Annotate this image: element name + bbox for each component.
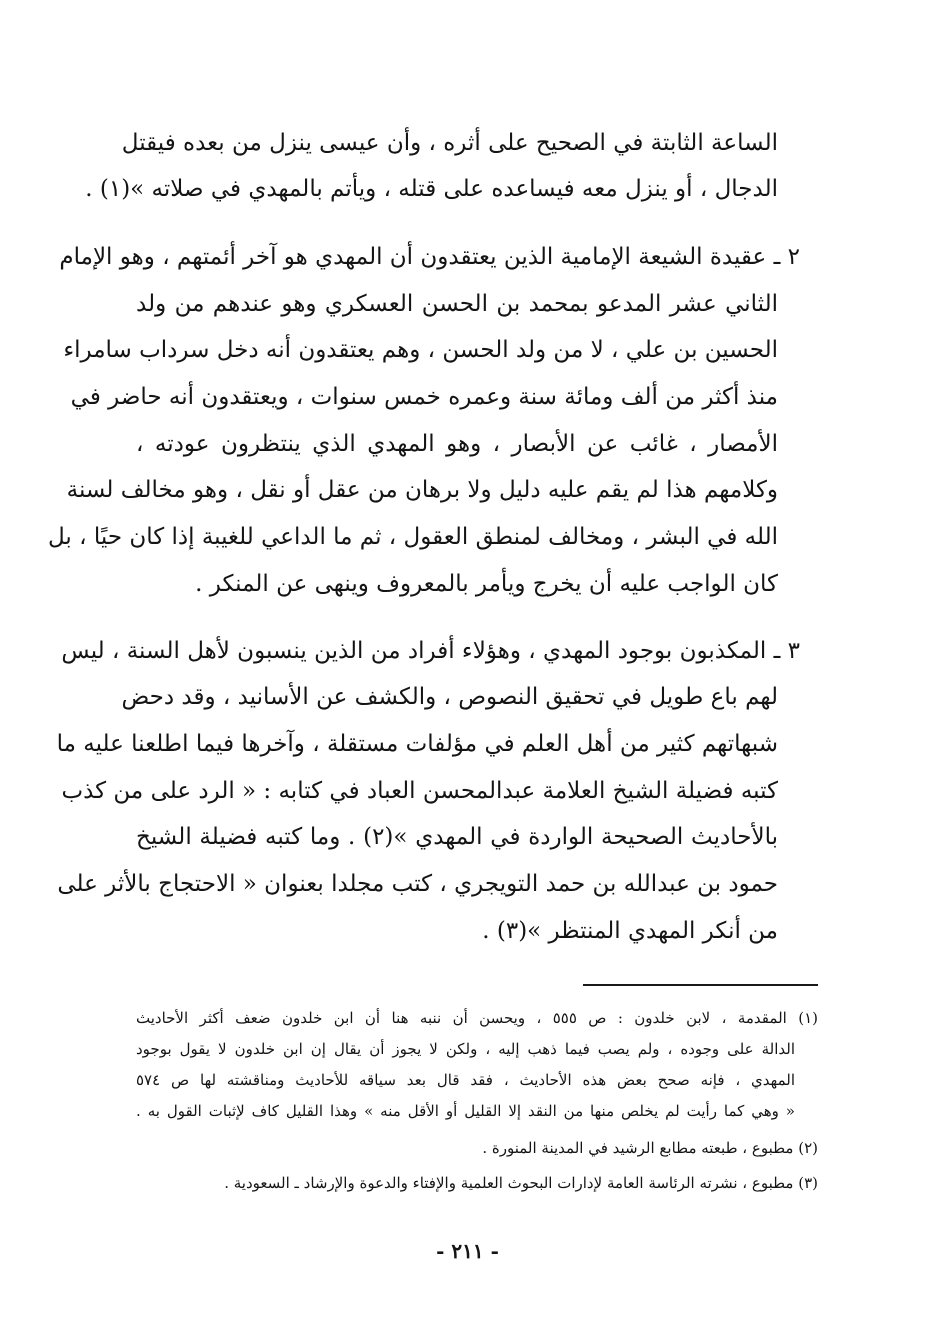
body-line-16: حمود بن عبدالله بن حمد التويجري ، كتب مجلدا بعنوان « الاحتجاج بالأثر على — [57, 871, 778, 897]
footnote-3: (٣) مطبوع ، نشرته الرئاسة العامة لإدارات البحوث العلمية والإفتاء والدعوة والإرشاد ـ السعودية . — [224, 1174, 818, 1192]
footnote-1-line-1: (١) المقدمة ، لابن خلدون : ص ٥٥٥ ، ويحسن أن ننبه هنا أن ابن خلدون ضعف أكثر الأحاديث — [136, 1009, 818, 1027]
footnote-1-line-3: المهدي ، فإنه صحح بعض هذه الأحاديث ، فقد قال بعد سياقه للأحاديث ومناقشته لها ص ٥٧٤ — [136, 1071, 795, 1089]
body-line-15: بالأحاديث الصحيحة الواردة في المهدي »(٢) . وما كتبه فضيلة الشيخ — [136, 824, 779, 850]
body-line-14: كتبه فضيلة الشيخ العلامة عبدالمحسن العباد في كتابه : « الرد على من كذب — [61, 778, 778, 804]
body-line-8: وكلامهم هذا لم يقم عليه دليل ولا برهان من عقل أو نقل ، وهو مخالف لسنة — [66, 477, 778, 503]
page-number: - ٢١١ - — [436, 1239, 499, 1263]
body-line-1: الساعة الثابتة في الصحيح على أثره ، وأن عيسى ينزل من بعده فيقتل — [121, 130, 778, 156]
footnote-separator — [583, 984, 818, 986]
footnote-1-line-4: « وهي كما رأيت لم يخلص منها من النقد إلا القليل أو الأقل منه » وهذا القليل كاف لإثبات القول به . — [136, 1102, 795, 1120]
footnote-2: (٢) مطبوع ، طبعته مطابع الرشيد في المدينة المنورة . — [482, 1139, 818, 1157]
body-line-12: لهم باع طويل في تحقيق النصوص ، والكشف عن الأسانيد ، وقد دحض — [121, 684, 778, 710]
body-line-17: من أنكر المهدي المنتظر »(٣) . — [482, 918, 778, 944]
body-line-5: الحسين بن علي ، لا من ولد الحسن ، وهم يعتقدون أنه دخل سرداب سامراء — [63, 337, 778, 363]
body-line-10: كان الواجب عليه أن يخرج ويأمر بالمعروف وينهى عن المنكر . — [195, 571, 778, 597]
body-line-2: الدجال ، أو ينزل معه فيساعده على قتله ، ويأتم بالمهدي في صلاته »(١) . — [85, 176, 778, 202]
body-line-3: ٢ ـ عقيدة الشيعة الإمامية الذين يعتقدون أن المهدي هو آخر أئمتهم ، وهو الإمام — [59, 244, 800, 270]
body-line-6: منذ أكثر من ألف ومائة سنة وعمره خمس سنوات ، ويعتقدون أنه حاضر في — [70, 384, 778, 410]
body-line-7: الأمصار ، غائب عن الأبصار ، وهو المهدي الذي ينتظرون عودته ، — [136, 431, 778, 457]
body-line-13: شبهاتهم كثير من أهل العلم في مؤلفات مستقلة ، وآخرها فيما اطلعنا عليه ما — [56, 731, 778, 757]
body-line-11: ٣ ـ المكذبون بوجود المهدي ، وهؤلاء أفراد من الذين ينسبون لأهل السنة ، ليس — [61, 638, 800, 664]
body-line-9: الله في البشر ، ومخالف لمنطق العقول ، ثم ما الداعي للغيبة إذا كان حيًا ، بل — [48, 524, 778, 550]
footnote-1-line-2: الدالة على وجوده ، ولم يصب فيما ذهب إليه ، ولكن لا يجوز أن يقال إن ابن خلدون لا يقول بوجود — [136, 1040, 795, 1058]
body-line-4: الثاني عشر المدعو بمحمد بن الحسن العسكري وهو عندهم من ولد — [136, 291, 778, 317]
